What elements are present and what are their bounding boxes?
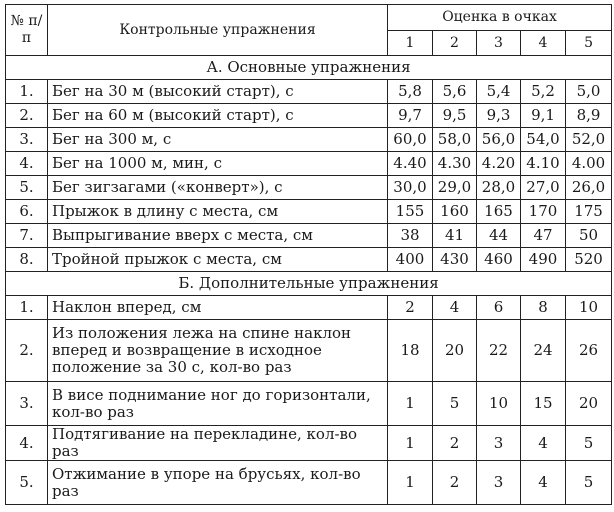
row-value: 5,4 [477, 80, 521, 104]
row-value: 18 [388, 320, 433, 382]
row-value: 400 [388, 248, 433, 272]
row-value: 56,0 [477, 128, 521, 152]
row-num: 1. [6, 296, 48, 320]
row-value: 41 [433, 224, 477, 248]
row-value: 4.00 [566, 152, 612, 176]
row-value: 10 [477, 382, 521, 426]
header-score: Оценка в очках [388, 5, 612, 31]
table-row [6, 176, 612, 200]
row-value: 1 [388, 382, 433, 426]
row-value: 29,0 [433, 176, 477, 200]
table-row [6, 80, 612, 104]
row-name: Бег на 300 м, с [48, 128, 388, 152]
table-row [6, 200, 612, 224]
row-value: 8,9 [566, 104, 612, 128]
row-value: 38 [388, 224, 433, 248]
row-value: 5 [433, 382, 477, 426]
table-row [6, 296, 612, 320]
row-value: 24 [521, 320, 566, 382]
row-value: 520 [566, 248, 612, 272]
row-name: Бег на 1000 м, мин, с [48, 152, 388, 176]
row-name: Из положения лежа на спине наклон вперед и возвращение в исходное положение за 30 с, кол-во раз [48, 320, 388, 382]
section-title-b: Б. Дополнительные упражнения [6, 272, 612, 296]
row-value: 4 [521, 426, 566, 461]
row-value: 52,0 [566, 128, 612, 152]
row-name: Подтягивание на перекладине, кол-во раз [48, 426, 388, 461]
row-value: 160 [433, 200, 477, 224]
row-value: 3 [477, 461, 521, 505]
header-grade-1: 1 [388, 31, 433, 56]
row-value: 26 [566, 320, 612, 382]
row-value: 22 [477, 320, 521, 382]
row-value: 5,6 [433, 80, 477, 104]
row-value: 165 [477, 200, 521, 224]
row-value: 4.30 [433, 152, 477, 176]
row-value: 3 [477, 426, 521, 461]
table-row [6, 426, 612, 461]
table-row [6, 461, 612, 505]
section-title-a: А. Основные упражнения [6, 56, 612, 80]
row-num: 4. [6, 152, 48, 176]
row-value: 27,0 [521, 176, 566, 200]
row-value: 9,7 [388, 104, 433, 128]
row-num: 2. [6, 104, 48, 128]
row-num: 6. [6, 200, 48, 224]
row-value: 2 [388, 296, 433, 320]
row-name: Бег зигзагами («конверт»), с [48, 176, 388, 200]
row-value: 28,0 [477, 176, 521, 200]
header-grade-5: 5 [566, 31, 612, 56]
row-num: 3. [6, 128, 48, 152]
row-value: 5,0 [566, 80, 612, 104]
header-num: № п/п [6, 5, 48, 56]
row-value: 4 [521, 461, 566, 505]
row-value: 2 [433, 461, 477, 505]
row-name: Бег на 60 м (высокий старт), с [48, 104, 388, 128]
header-exercises: Контрольные упражнения [48, 5, 388, 56]
row-name: Наклон вперед, см [48, 296, 388, 320]
row-value: 5,8 [388, 80, 433, 104]
row-num: 1. [6, 80, 48, 104]
header-grade-4: 4 [521, 31, 566, 56]
row-value: 4 [433, 296, 477, 320]
row-value: 1 [388, 461, 433, 505]
row-value: 430 [433, 248, 477, 272]
row-value: 4.20 [477, 152, 521, 176]
row-num: 5. [6, 176, 48, 200]
row-value: 175 [566, 200, 612, 224]
row-value: 490 [521, 248, 566, 272]
row-value: 26,0 [566, 176, 612, 200]
row-name: Выпрыгивание вверх с места, см [48, 224, 388, 248]
row-name: Прыжок в длину с места, см [48, 200, 388, 224]
row-name: Бег на 30 м (высокий старт), с [48, 80, 388, 104]
row-value: 44 [477, 224, 521, 248]
row-value: 10 [566, 296, 612, 320]
row-num: 8. [6, 248, 48, 272]
row-value: 5,2 [521, 80, 566, 104]
row-num: 7. [6, 224, 48, 248]
row-num: 5. [6, 461, 48, 505]
row-name: В висе поднимание ног до горизонтали, кол-во раз [48, 382, 388, 426]
row-value: 2 [433, 426, 477, 461]
row-value: 58,0 [433, 128, 477, 152]
row-num: 2. [6, 320, 48, 382]
row-num: 3. [6, 382, 48, 426]
row-value: 30,0 [388, 176, 433, 200]
row-value: 20 [433, 320, 477, 382]
header-grade-2: 2 [433, 31, 477, 56]
table-row [6, 248, 612, 272]
table-row [6, 224, 612, 248]
standards-table [5, 4, 612, 505]
row-name: Отжимание в упоре на брусьях, кол-во раз [48, 461, 388, 505]
header-grade-3: 3 [477, 31, 521, 56]
table-row [6, 382, 612, 426]
table-row [6, 104, 612, 128]
row-value: 9,1 [521, 104, 566, 128]
table-row [6, 320, 612, 382]
row-value: 170 [521, 200, 566, 224]
row-value: 155 [388, 200, 433, 224]
row-value: 15 [521, 382, 566, 426]
row-value: 460 [477, 248, 521, 272]
row-value: 47 [521, 224, 566, 248]
row-value: 5 [566, 426, 612, 461]
table-row [6, 128, 612, 152]
row-value: 20 [566, 382, 612, 426]
row-name: Тройной прыжок с места, см [48, 248, 388, 272]
row-value: 1 [388, 426, 433, 461]
row-value: 9,3 [477, 104, 521, 128]
row-value: 4.40 [388, 152, 433, 176]
row-value: 60,0 [388, 128, 433, 152]
table-row [6, 152, 612, 176]
row-value: 50 [566, 224, 612, 248]
row-value: 5 [566, 461, 612, 505]
row-value: 9,5 [433, 104, 477, 128]
row-num: 4. [6, 426, 48, 461]
row-value: 8 [521, 296, 566, 320]
row-value: 6 [477, 296, 521, 320]
row-value: 4.10 [521, 152, 566, 176]
row-value: 54,0 [521, 128, 566, 152]
